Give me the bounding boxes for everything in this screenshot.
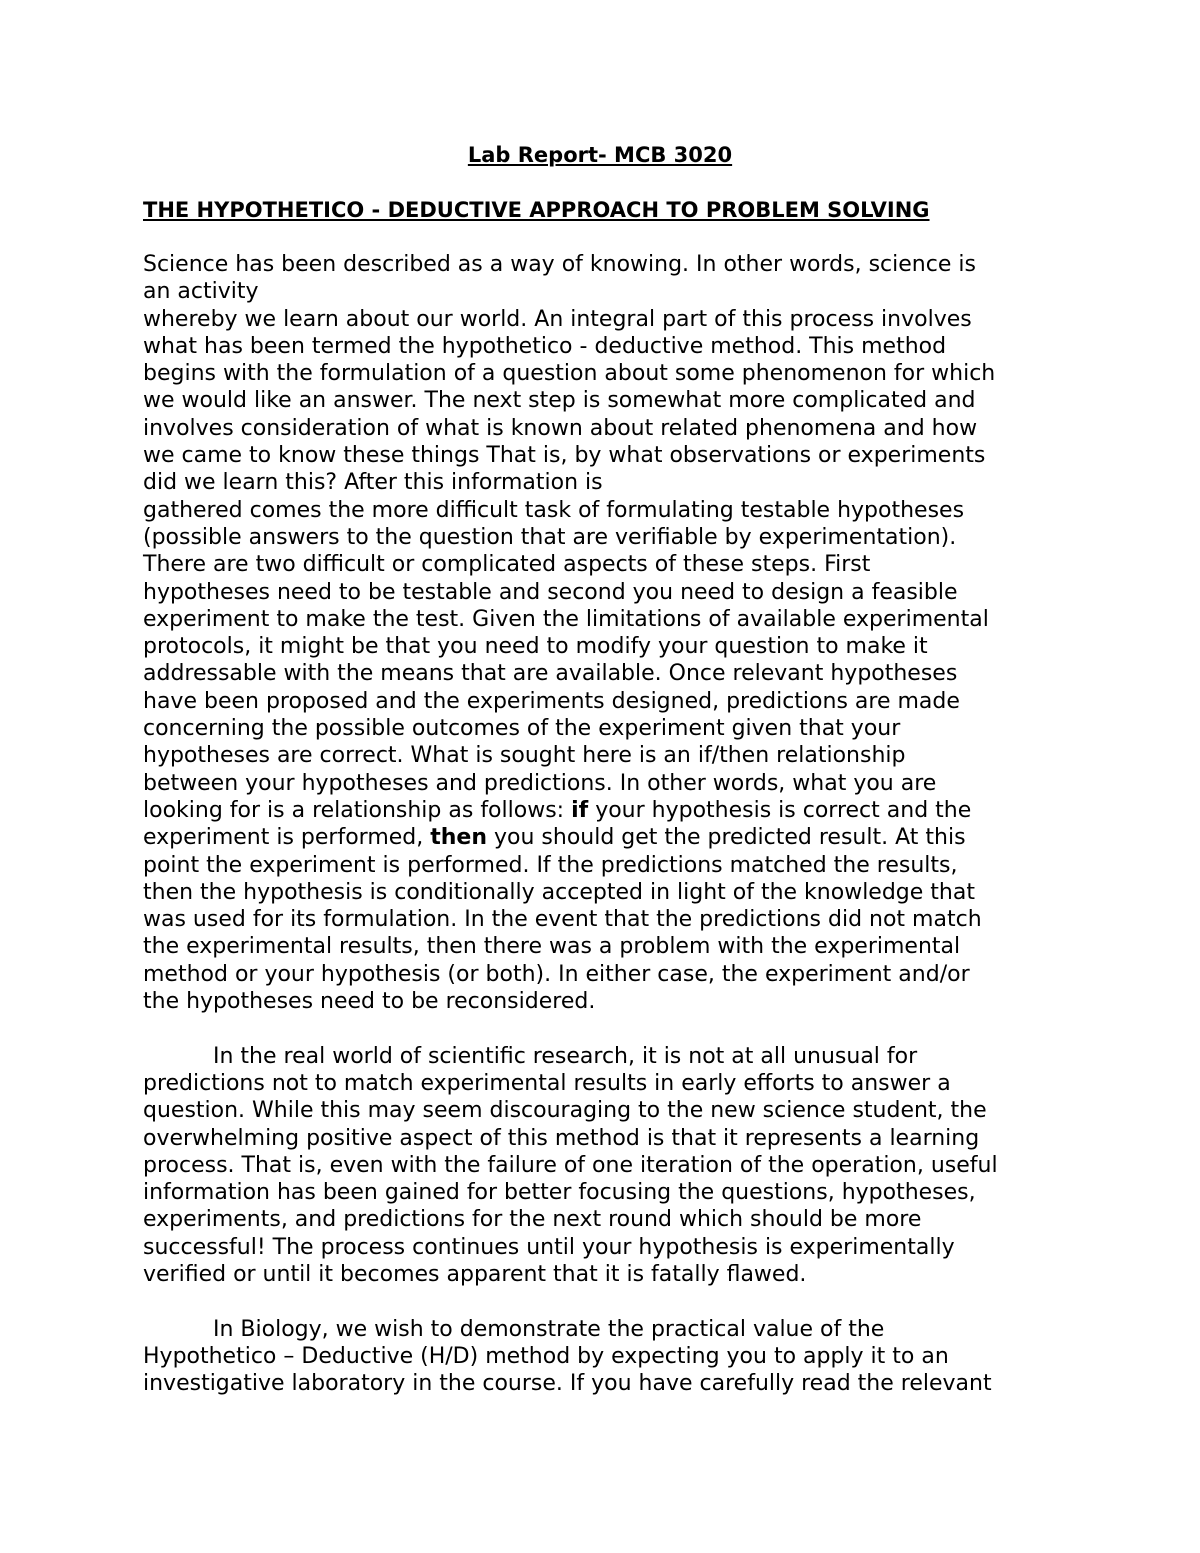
text-line: investigative laboratory in the course. If you have carefully read the relevant xyxy=(143,1371,992,1397)
paragraph-1 xyxy=(143,251,1073,1015)
text-segment: you should get the predicted result. At this xyxy=(487,825,966,851)
text-line: overwhelming positive aspect of this method is that it represents a learning xyxy=(143,1125,980,1151)
text-line: protocols, it might be that you need to modify your question to make it xyxy=(143,634,928,660)
text-line: In Biology, we wish to demonstrate the practical value of the xyxy=(213,1316,885,1342)
text-line: experiment to make the test. Given the limitations of available experimental xyxy=(143,606,989,632)
text-line: (possible answers to the question that are verifiable by experimentation). xyxy=(143,524,957,550)
text-line: then the hypothesis is conditionally accepted in light of the knowledge that xyxy=(143,879,975,905)
paragraph-3 xyxy=(143,1316,1073,1398)
text-line: what has been termed the hypothetico - deductive method. This method xyxy=(143,333,947,359)
text-line: There are two difficult or complicated aspects of these steps. First xyxy=(143,552,871,578)
paragraph-spacer xyxy=(143,1288,1073,1315)
text-line: was used for its formulation. In the event that the predictions did not match xyxy=(143,907,982,933)
text-segment: your hypothesis is correct and the xyxy=(588,797,972,823)
text-line: point the experiment is performed. If the predictions matched the results, xyxy=(143,852,958,878)
text-line: whereby we learn about our world. An integral part of this process involves xyxy=(143,306,972,332)
text-line: predictions not to match experimental results in early efforts to answer a xyxy=(143,1070,951,1096)
text-line: successful! The process continues until your hypothesis is experimentally xyxy=(143,1234,955,1260)
text-segment: looking for is a relationship as follows: xyxy=(143,797,572,823)
text-line: an activity xyxy=(143,279,259,305)
text-line: process. That is, even with the failure of one iteration of the operation, useful xyxy=(143,1152,998,1178)
text-line xyxy=(143,797,1073,824)
text-line: we would like an answer. The next step is somewhat more complicated and xyxy=(143,388,976,414)
document-body xyxy=(143,251,1073,1397)
text-line: hypotheses need to be testable and second you need to design a feasible xyxy=(143,579,958,605)
paragraph-2 xyxy=(143,1043,1073,1289)
text-line: between your hypotheses and predictions. In other words, what you are xyxy=(143,770,937,796)
text-line: hypotheses are correct. What is sought here is an if/then relationship xyxy=(143,743,906,769)
text-line: experiments, and predictions for the next round which should be more xyxy=(143,1207,922,1233)
text-line: Science has been described as a way of knowing. In other words, science is xyxy=(143,252,976,277)
text-line: information has been gained for better focusing the questions, hypotheses, xyxy=(143,1180,976,1206)
text-line: we came to know these things That is, by what observations or experiments xyxy=(143,443,986,469)
text-line: the hypotheses need to be reconsidered. xyxy=(143,989,596,1015)
emphasis-if: if xyxy=(571,797,589,823)
text-line: involves consideration of what is known about related phenomena and how xyxy=(143,415,978,441)
text-line: question. While this may seem discouraging to the new science student, the xyxy=(143,1098,987,1124)
text-line: verified or until it becomes apparent that it is fatally flawed. xyxy=(143,1261,807,1287)
text-line: concerning the possible outcomes of the experiment given that your xyxy=(143,716,901,742)
text-line: addressable with the means that are available. Once relevant hypotheses xyxy=(143,661,958,687)
text-line: did we learn this? After this information is xyxy=(143,470,603,496)
paragraph-spacer xyxy=(143,1015,1073,1042)
text-line: the experimental results, then there was a problem with the experimental xyxy=(143,934,961,960)
section-heading: THE HYPOTHETICO - DEDUCTIVE APPROACH TO PROBLEM SOLVING xyxy=(143,198,930,222)
text-line: gathered comes the more difficult task of formulating testable hypotheses xyxy=(143,497,965,523)
text-line: Hypothetico – Deductive (H/D) method by expecting you to apply it to an xyxy=(143,1343,949,1369)
document-title: Lab Report- MCB 3020 xyxy=(467,143,733,167)
text-line: method or your hypothesis (or both). In either case, the experiment and/or xyxy=(143,961,970,987)
text-line xyxy=(143,824,1073,851)
emphasis-then: then xyxy=(430,825,488,851)
text-line: In the real world of scientific research, it is not at all unusual for xyxy=(213,1043,918,1069)
text-segment: experiment is performed, xyxy=(143,825,431,851)
text-line: have been proposed and the experiments designed, predictions are made xyxy=(143,688,960,714)
text-line: begins with the formulation of a question about some phenomenon for which xyxy=(143,361,996,387)
